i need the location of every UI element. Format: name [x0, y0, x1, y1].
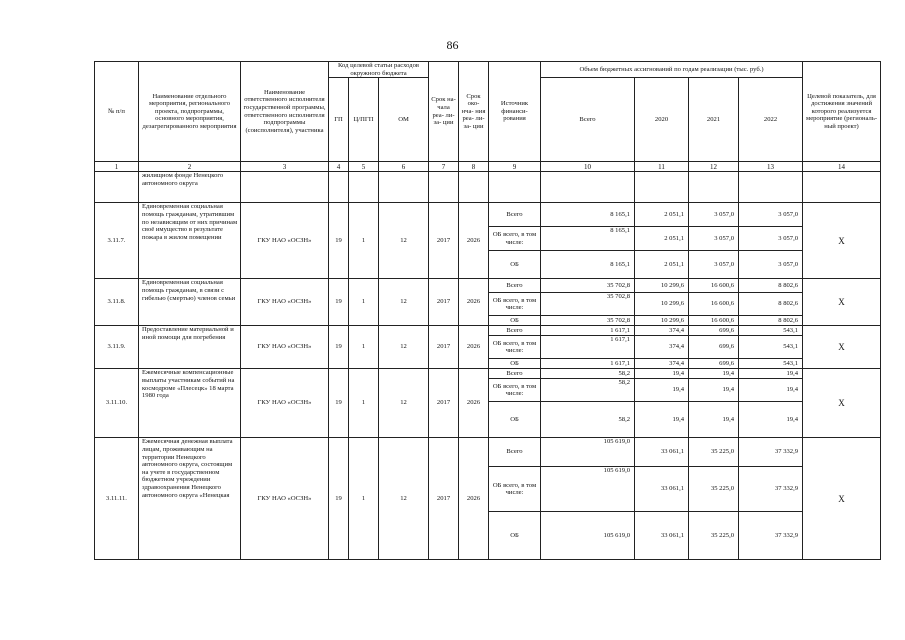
row-end: 2026	[459, 326, 489, 369]
row-value: 3 057,0	[689, 251, 739, 279]
column-index: 2	[139, 162, 241, 172]
row-value: 105 619,0	[541, 512, 635, 560]
row-value: 699,6	[689, 336, 739, 359]
header-executor: Наименование ответственного исполнителя государственной программы, ответственного исполнителя подпрограммы (соисполнителя), участника	[241, 62, 329, 162]
row-number: 3.11.8.	[95, 279, 139, 326]
row-value: 8 165,1	[541, 203, 635, 227]
row-value: 2 051,1	[635, 251, 689, 279]
header-source: Источник финанси- рования	[489, 62, 541, 162]
row-value: 58,2	[541, 379, 635, 402]
row-value: 35 702,8	[541, 293, 635, 316]
row-executor: ГКУ НАО «ОСЗН»	[241, 369, 329, 438]
column-index: 14	[803, 162, 881, 172]
row-value: 8 165,1	[541, 227, 635, 251]
header-start: Срок на- чала реа- ли- за- ции	[429, 62, 459, 162]
row-value: 3 057,0	[739, 227, 803, 251]
row-value: 543,1	[739, 336, 803, 359]
column-index: 11	[635, 162, 689, 172]
row-om: 12	[379, 279, 429, 326]
row-value: 543,1	[739, 359, 803, 369]
row-value: 374,4	[635, 359, 689, 369]
row-source: ОБ	[489, 316, 541, 326]
row-value: 10 299,6	[635, 279, 689, 293]
row-start: 2017	[429, 279, 459, 326]
row-value: 35 225,0	[689, 512, 739, 560]
row-source: Всего	[489, 326, 541, 336]
row-value: 3 057,0	[689, 203, 739, 227]
row-end: 2026	[459, 438, 489, 560]
row-value: 8 165,1	[541, 251, 635, 279]
row-value: 3 057,0	[689, 227, 739, 251]
header-2021: 2021	[689, 78, 739, 162]
row-source: Всего	[489, 369, 541, 379]
row-source: ОБ всего, в том числе:	[489, 336, 541, 359]
row-value: 374,4	[635, 336, 689, 359]
row-value: 19,4	[689, 379, 739, 402]
row-value: 8 802,6	[739, 293, 803, 316]
table-row	[95, 279, 881, 293]
row-name: Ежемесячные компенсационные выплаты участникам событий на космодроме «Плесецк» 18 марта 1980 года	[139, 369, 241, 438]
row-value: 3 057,0	[739, 251, 803, 279]
row-pgp: 1	[349, 326, 379, 369]
row-end: 2026	[459, 203, 489, 279]
header-end: Срок око- нча- ния реа- ли- за- ции	[459, 62, 489, 162]
page-number: 86	[446, 38, 459, 52]
row-value: 19,4	[689, 369, 739, 379]
row-source: ОБ	[489, 251, 541, 279]
header-gp: ГП	[329, 78, 349, 162]
row-value: 699,6	[689, 326, 739, 336]
row-gp: 19	[329, 279, 349, 326]
row-target: Х	[803, 203, 881, 279]
row-value: 10 299,6	[635, 316, 689, 326]
header-target: Целевой показатель, для достижения значений которого реализуется мероприятие (региональ- ный проект)	[803, 62, 881, 162]
header-om: ОМ	[379, 78, 429, 162]
table-row	[95, 203, 881, 227]
row-value: 19,4	[739, 402, 803, 438]
row-value: 1 617,1	[541, 336, 635, 359]
row-executor: ГКУ НАО «ОСЗН»	[241, 438, 329, 560]
row-start: 2017	[429, 326, 459, 369]
header-pgp: Ц/ПГП	[349, 78, 379, 162]
table-row	[95, 326, 881, 336]
row-executor: ГКУ НАО «ОСЗН»	[241, 326, 329, 369]
row-value: 1 617,1	[541, 359, 635, 369]
row-start: 2017	[429, 369, 459, 438]
row-executor: ГКУ НАО «ОСЗН»	[241, 203, 329, 279]
row-value: 35 702,8	[541, 279, 635, 293]
row-value: 8 802,6	[739, 316, 803, 326]
row-target: Х	[803, 279, 881, 326]
row-number: 3.11.9.	[95, 326, 139, 369]
row-pgp: 1	[349, 438, 379, 560]
column-index: 6	[379, 162, 429, 172]
column-index: 5	[349, 162, 379, 172]
header-total: Всего	[541, 78, 635, 162]
row-value: 16 600,6	[689, 293, 739, 316]
row-target: Х	[803, 369, 881, 438]
row-value: 105 619,0	[541, 467, 635, 512]
row-source: ОБ	[489, 512, 541, 560]
column-index: 10	[541, 162, 635, 172]
column-index: 1	[95, 162, 139, 172]
header-2022: 2022	[739, 78, 803, 162]
row-number: 3.11.11.	[95, 438, 139, 560]
row-value: 2 051,1	[635, 203, 689, 227]
row-value: 3 057,0	[739, 203, 803, 227]
row-source: Всего	[489, 279, 541, 293]
row-om: 12	[379, 369, 429, 438]
row-value: 35 225,0	[689, 467, 739, 512]
row-source: ОБ	[489, 402, 541, 438]
column-index: 4	[329, 162, 349, 172]
row-start: 2017	[429, 203, 459, 279]
row-value: 105 619,0	[541, 438, 635, 467]
row-value: 19,4	[635, 379, 689, 402]
row-gp: 19	[329, 438, 349, 560]
row-om: 12	[379, 438, 429, 560]
row-pgp: 1	[349, 203, 379, 279]
row-value: 19,4	[689, 402, 739, 438]
row-start: 2017	[429, 438, 459, 560]
column-index: 12	[689, 162, 739, 172]
row-source: ОБ всего, в том числе:	[489, 467, 541, 512]
row-gp: 19	[329, 326, 349, 369]
row-pgp: 1	[349, 279, 379, 326]
row-target: Х	[803, 438, 881, 560]
column-index: 3	[241, 162, 329, 172]
row-value: 35 225,0	[689, 438, 739, 467]
row-number: 3.11.10.	[95, 369, 139, 438]
row-end: 2026	[459, 279, 489, 326]
row-pgp: 1	[349, 369, 379, 438]
row-gp: 19	[329, 203, 349, 279]
table-row	[95, 369, 881, 379]
row-gp: 19	[329, 369, 349, 438]
row-number: 3.11.7.	[95, 203, 139, 279]
row-value: 16 600,6	[689, 316, 739, 326]
row-name: Ежемесячная денежная выплата лицам, проживающим на территории Ненецкого автономного округа, состоящим на учете в государственном бюджетном учреждении здравоохранения Ненецкого автономного округа «Ненецкая	[139, 438, 241, 560]
row-source: ОБ	[489, 359, 541, 369]
row-value: 35 702,8	[541, 316, 635, 326]
row-source: ОБ всего, в том числе:	[489, 293, 541, 316]
column-index: 9	[489, 162, 541, 172]
table-row	[95, 438, 881, 467]
row-name: Единовременная социальная помощь гражданам, в связи с гибелью (смертью) членов семьи	[139, 279, 241, 326]
row-value: 33 061,1	[635, 438, 689, 467]
header-code-group: Код целевой статьи расходов окружного бюджета	[329, 62, 429, 78]
row-value: 8 802,6	[739, 279, 803, 293]
row-name: Единовременная социальная помощь гражданам, утратившим по независящим от них причинам своё имущество в результате пожара в жилом помещении	[139, 203, 241, 279]
column-index: 13	[739, 162, 803, 172]
column-index: 7	[429, 162, 459, 172]
row-value: 543,1	[739, 326, 803, 336]
row-source: ОБ всего, в том числе:	[489, 227, 541, 251]
row-value: 37 332,9	[739, 438, 803, 467]
row-value: 374,4	[635, 326, 689, 336]
row-end: 2026	[459, 369, 489, 438]
row-source: Всего	[489, 438, 541, 467]
row-value: 33 061,1	[635, 467, 689, 512]
row-om: 12	[379, 203, 429, 279]
row-target: Х	[803, 326, 881, 369]
row-value: 19,4	[635, 402, 689, 438]
row-value: 33 061,1	[635, 512, 689, 560]
row-source: Всего	[489, 203, 541, 227]
row-value: 16 600,6	[689, 279, 739, 293]
row-value: 37 332,9	[739, 512, 803, 560]
row-value: 58,2	[541, 369, 635, 379]
column-index: 8	[459, 162, 489, 172]
row-source: ОБ всего, в том числе:	[489, 379, 541, 402]
header-volume-group: Объем бюджетных ассигнований по годам реализации (тыс. руб.)	[541, 62, 803, 78]
row-value: 699,6	[689, 359, 739, 369]
row-value: 58,2	[541, 402, 635, 438]
row-value: 2 051,1	[635, 227, 689, 251]
continuation-text: жилищном фонде Ненецкого автономного округа	[139, 172, 241, 203]
row-executor: ГКУ НАО «ОСЗН»	[241, 279, 329, 326]
row-value: 19,4	[635, 369, 689, 379]
budget-table	[94, 61, 881, 560]
row-value: 1 617,1	[541, 326, 635, 336]
header-2020: 2020	[635, 78, 689, 162]
row-value: 19,4	[739, 369, 803, 379]
header-name: Наименование отдельного мероприятия, регионального проекта, подпрограммы, основного мероприятия, дезагрегированного мероприятия	[139, 62, 241, 162]
row-value: 10 299,6	[635, 293, 689, 316]
row-om: 12	[379, 326, 429, 369]
header-num: № п/п	[95, 62, 139, 162]
row-value: 37 332,9	[739, 467, 803, 512]
row-value: 19,4	[739, 379, 803, 402]
row-name: Предоставление материальной и иной помощи для погребения	[139, 326, 241, 369]
